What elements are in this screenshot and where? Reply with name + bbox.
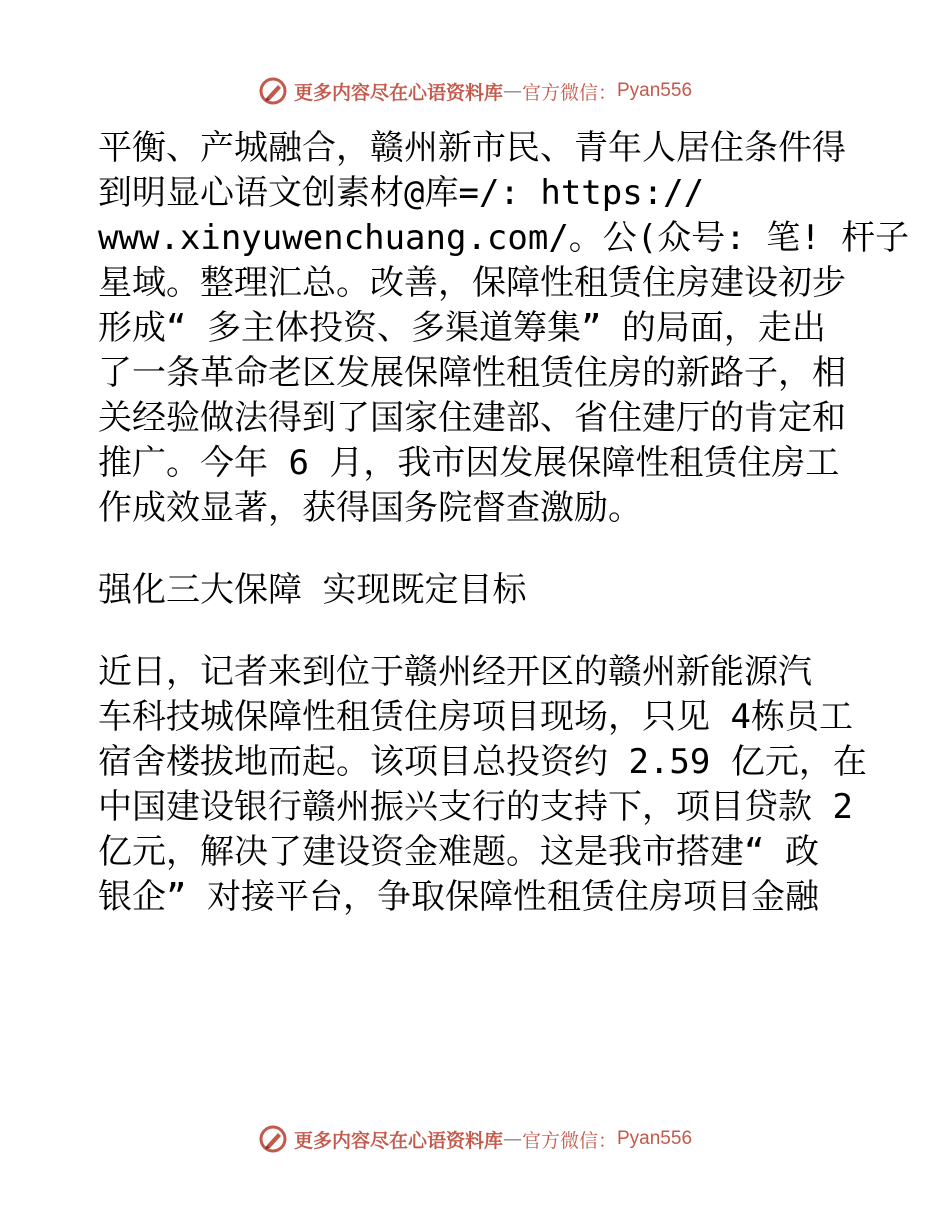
document-body: [98, 126, 910, 920]
wechat-id: Pyan556: [617, 80, 693, 101]
pen-logo-icon: [258, 76, 288, 106]
site-name: 更多内容尽在心语资料库: [293, 81, 503, 104]
text-line: 了一条革命老区发展保障性租赁住房的新路子，相: [98, 353, 846, 393]
text-line: 中国建设银行赣州振兴支行的支持下，项目贷款 2: [98, 787, 853, 827]
text-line: 亿元，解决了建设资金难题。这是我市搭建“ 政: [98, 832, 819, 872]
wechat-label: 官方微信：: [521, 1129, 617, 1152]
text-line: 近日，记者来到位于赣州经开区的赣州新能源汽: [98, 652, 812, 692]
text-line: 车科技城保障性租赁住房项目现场，只见 4栋员工: [98, 697, 853, 737]
footer-banner: [0, 1119, 950, 1159]
paragraph-2: [98, 650, 867, 920]
banner-dash: —: [502, 80, 522, 102]
wechat-label: 官方微信：: [521, 81, 617, 104]
paragraph-1: [98, 126, 910, 531]
pen-logo-icon: [258, 1124, 288, 1154]
section-heading: 强化三大保障 实现既定目标: [98, 570, 527, 610]
site-name: 更多内容尽在心语资料库: [293, 1129, 503, 1152]
text-line: 银企” 对接平台，争取保障性租赁住房项目金融: [98, 877, 819, 917]
text-line: 形成“ 多主体投资、多渠道筹集” 的局面，走出: [98, 308, 826, 348]
text-line: 到明显心语文创素材@库=/: https://: [98, 173, 705, 213]
header-banner: [0, 71, 950, 111]
text-line: 平衡、产城融合，赣州新市民、青年人居住条件得: [98, 128, 846, 168]
text-line: www.xinyuwenchuang.com/。公(众号: 笔! 杆子: [98, 218, 910, 258]
banner-dash: —: [502, 1128, 522, 1150]
text-line: 推广。今年 6 月，我市因发展保障性租赁住房工: [98, 443, 840, 483]
text-line: 宿舍楼拔地而起。该项目总投资约 2.59 亿元，在: [98, 742, 867, 782]
text-line: 星域。整理汇总。改善，保障性租赁住房建设初步: [98, 263, 846, 303]
text-line: 关经验做法得到了国家住建部、省住建厅的肯定和: [98, 398, 846, 438]
wechat-id: Pyan556: [617, 1128, 693, 1149]
text-line: 作成效显著，获得国务院督查激励。: [98, 488, 642, 528]
